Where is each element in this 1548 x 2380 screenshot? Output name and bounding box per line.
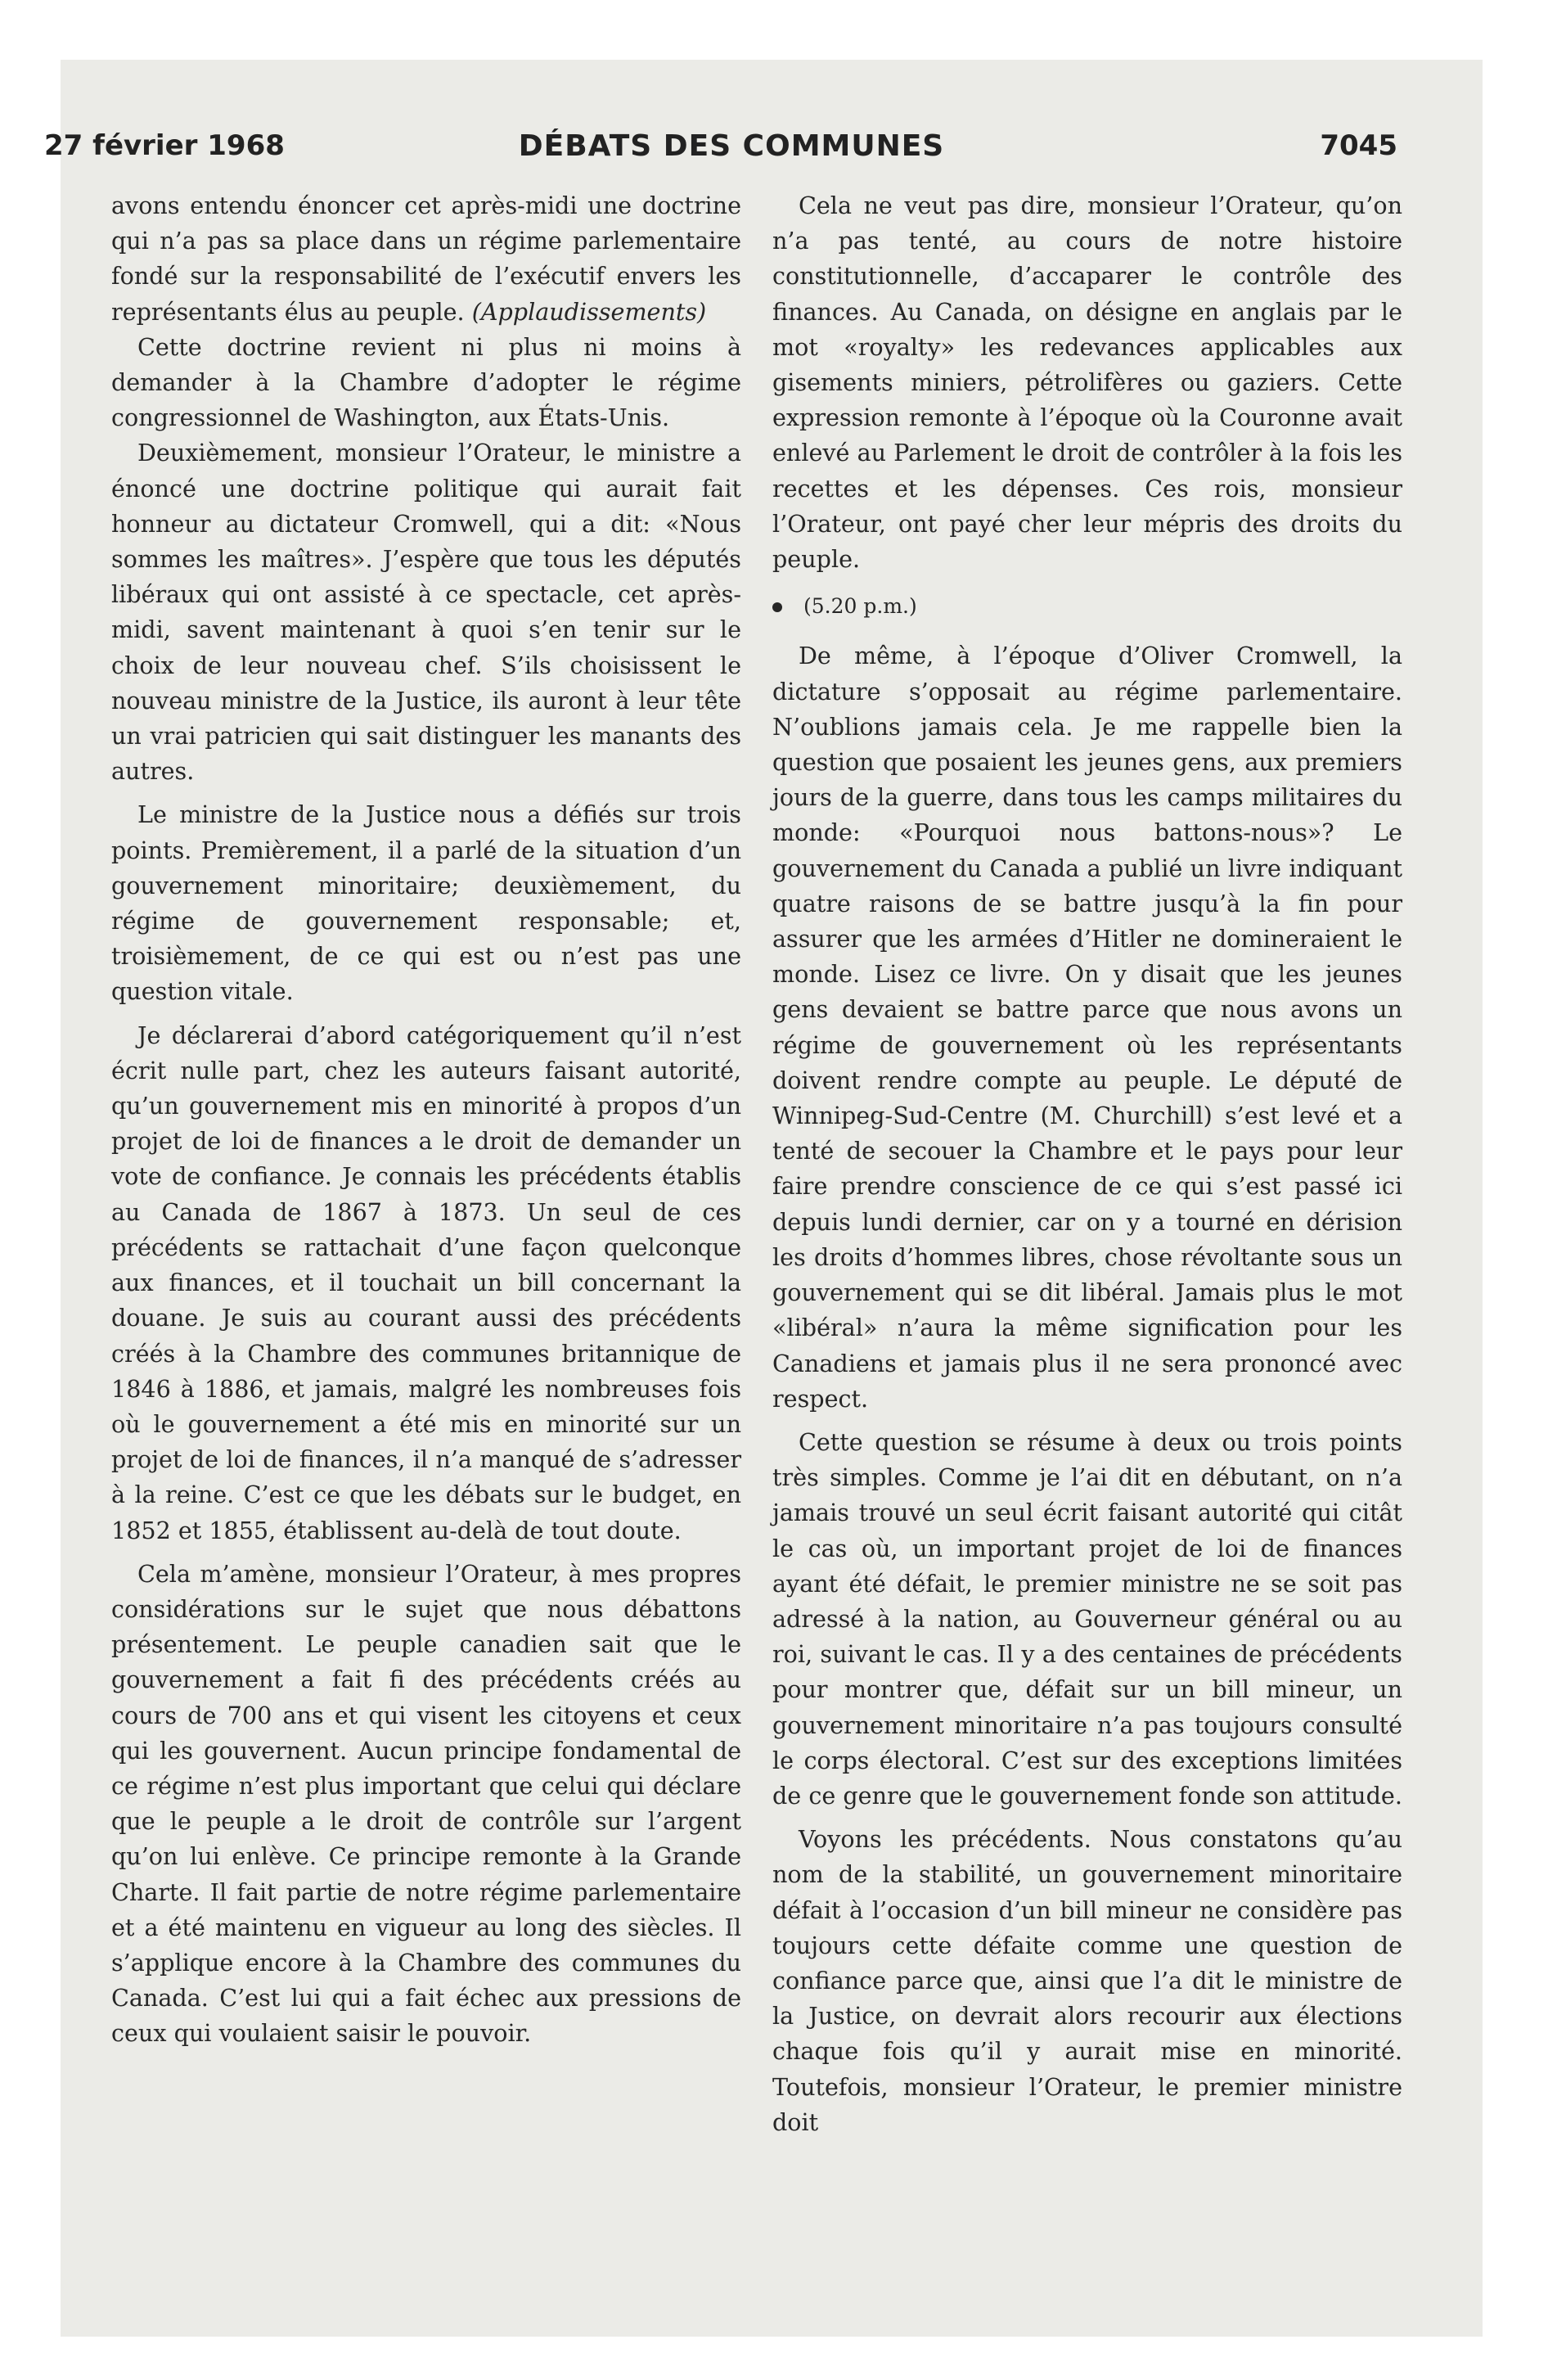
header-date: 27 février 1968 (44, 129, 285, 162)
bullet-icon (772, 602, 782, 612)
applause-note: (Applaudissements) (471, 297, 707, 326)
paragraph: Deuxièmement, monsieur l’Orateur, le ministre a énoncé une doctrine politique qui aurait fait honneur au dictateur Cromwell, qui a dit: «Nous sommes les maîtres». J’espère que tous les députés libéraux qui ont assisté à ce spectacle, cet après-midi, savent maintenant à quoi s’en tenir sur le choix de leur nouveau chef. S’ils choisissent le nouveau ministre de la Justice, ils auront à leur tête un vrai patricien qui sait distinguer les manants des autres. (111, 439, 741, 786)
paragraph: Cela m’amène, monsieur l’Orateur, à mes propres considérations sur le sujet que nous débattons présentement. Le peuple canadien sait que le gouvernement a fait fi des précédents créés au cours de 700 ans et qui visent les citoyens et ceux qui les gouvernent. Aucun principe fondamental de ce régime n’est plus important que celui qui déclare que le peuple a le droit de contrôle sur l’argent qu’on lui enlève. Ce principe remonte à la Grande Charte. Il fait partie de notre régime parlementaire et a été maintenu en vigueur au long des siècles. Il s’applique encore à la Chambre des communes du Canada. C’est lui qui a fait échec aux pressions de ceux qui voulaient saisir le pouvoir. (111, 1559, 741, 2048)
paragraph: Cela ne veut pas dire, monsieur l’Orateur, qu’on n’a pas tenté, au cours de notre histoire constitutionnelle, d’accaparer le contrôle des finances. Au Canada, on désigne en anglais par le mot «royalty» les redevances applicables aux gisements miniers, pétrolifères ou gaziers. Cette expression remonte à l’époque où la Couronne avait enlevé au Parlement le droit de contrôler à la fois les recettes et les dépenses. Ces rois, monsieur l’Orateur, ont payé cher leur mépris des droits du peuple. (772, 192, 1402, 574)
paragraph: Cette doctrine revient ni plus ni moins à demander à la Chambre d’adopter le régime congressionnel de Washington, aux États-Unis. (111, 332, 741, 432)
paragraph: Voyons les précédents. Nous constatons qu’au nom de la stabilité, un gouvernement minoritaire défait à l’occasion d’un bill mineur ne considère pas toujours cette défaite comme une question de confiance parce que, ainsi que l’a dit le ministre de la Justice, on devrait alors recourir aux élections chaque fois qu’il y aurait mise en minorité. Toutefois, monsieur l’Orateur, le premier ministre doit (772, 1825, 1402, 2136)
header-title: DÉBATS DES COMMUNES (518, 129, 945, 163)
page-number: 7045 (1320, 129, 1397, 162)
right-column (772, 188, 1402, 2140)
page-header (44, 129, 1419, 172)
left-column (111, 188, 741, 2052)
paragraph: Je déclarerai d’abord catégoriquement qu’il n’est écrit nulle part, chez les auteurs faisant autorité, qu’un gouvernement mis en minorité à propos d’un projet de loi de finances a le droit de demander un vote de confiance. Je connais les précédents établis au Canada de 1867 à 1873. Un seul de ces précédents se rattachait d’une façon quelconque aux finances, et il touchait un bill concernant la douane. Je suis au courant aussi des précédents créés à la Chambre des communes britannique de 1846 à 1886, et jamais, malgré les nombreuses fois où le gouvernement a été mis en minorité sur un projet de loi de finances, il n’a manqué de s’adresser à la reine. C’est ce que les débats sur le budget, en 1852 et 1855, établissent au-delà de tout doute. (111, 1021, 741, 1544)
time-marker: (5.20 p.m.) (772, 588, 1402, 624)
paragraph: avons entendu énoncer cet après-midi une doctrine qui n’a pas sa place dans un régime parlementaire fondé sur la responsabilité de l’exécutif envers les représentants élus au peuple. (Applaudissements) (111, 192, 741, 326)
paragraph: Cette question se résume à deux ou trois points très simples. Comme je l’ai dit en débutant, on n’a jamais trouvé un seul écrit faisant autorité qui citât le cas où, un important projet de loi de finances ayant été défait, le premier ministre ne se soit pas adressé à la nation, au Gouverneur général ou au roi, suivant le cas. Il y a des centaines de précédents pour montrer que, défait sur un bill mineur, un gouvernement minoritaire n’a pas toujours consulté le corps électoral. C’est sur des exceptions limitées de ce genre que le gouvernement fonde son attitude. (772, 1427, 1402, 1810)
paragraph: De même, à l’époque d’Oliver Cromwell, la dictature s’opposait au régime parlementaire. N’oublions jamais cela. Je me rappelle bien la question que posaient les jeunes gens, aux premiers jours de la guerre, dans tous les camps militaires du monde: «Pourquoi nous battons-nous»? Le gouvernement du Canada a publié un livre indiquant quatre raisons de se battre jusqu’à la fin pour assurer que les armées d’Hitler ne domineraient le monde. Lisez ce livre. On y disait que les jeunes gens devaient se battre parce que nous avons un régime de gouvernement où les représentants doivent rendre compte au peuple. Le député de Winnipeg-Sud-Centre (M. Churchill) s’est levé et a tenté de secouer la Chambre et le pays pour leur faire prendre conscience de ce qui s’est passé ici depuis lundi dernier, car on y a tourné en dérision les droits d’hommes libres, chose révoltante sous un gouvernement qui se dit libéral. Jamais plus le mot «libéral» n’aura la même signification pour les Canadiens et jamais plus il ne sera prononcé avec respect. (772, 642, 1402, 1413)
paragraph: Le ministre de la Justice nous a défiés sur trois points. Premièrement, il a parlé de la situation d’un gouvernement minoritaire; deuxièmement, du régime de gouvernement responsable; et, troisièmement, de ce qui est ou n’est pas une question vitale. (111, 800, 741, 1006)
